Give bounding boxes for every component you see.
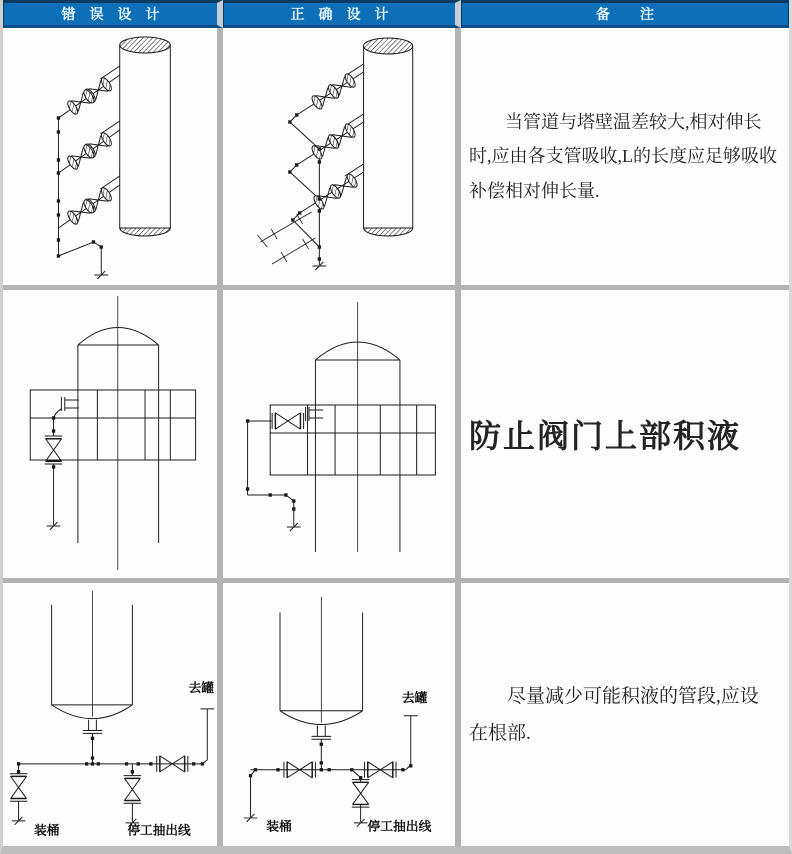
label-to-tank: 去罐 (188, 680, 215, 696)
label-drum-filling: 装桶 (266, 818, 292, 834)
note-row3-text: 尽量减少可能积液的管段,应设在根部. (469, 685, 759, 744)
diagram-row2-wrong (3, 285, 223, 578)
header-notes (461, 0, 789, 28)
tower-branches-rigid-diagram (3, 28, 217, 285)
diagram-row1-correct (223, 28, 461, 285)
note-row1 (461, 28, 789, 285)
header-correct-design-label: 正确设计 (290, 6, 403, 22)
note-row1-text: 当管道与塔壁温差较大,相对伸长时,应由各支管吸收,L的长度应足够吸收补偿相对伸长量. (469, 112, 777, 201)
tank-outlet-valves-at-root-diagram (223, 583, 455, 846)
note-row2-text: 防止阀门上部积液 (469, 418, 742, 454)
header-wrong-design (3, 0, 223, 28)
tank-outlet-long-header-diagram (3, 583, 217, 846)
label-shutdown-draw-line: 停工抽出线 (127, 822, 191, 838)
vessel-valve-below-nozzle-diagram (3, 290, 217, 578)
label-drum-filling: 装桶 (34, 822, 60, 838)
note-row2 (461, 285, 789, 578)
header-correct-design (223, 0, 461, 28)
vessel-valve-at-nozzle-diagram (223, 290, 455, 578)
diagram-row2-correct (223, 285, 461, 578)
header-notes-label: 备注 (596, 6, 684, 22)
note-row3 (461, 578, 789, 846)
diagram-row3-wrong (3, 578, 223, 846)
tower-branches-expansion-legs-diagram (223, 28, 455, 285)
diagram-row3-correct (223, 578, 461, 846)
header-wrong-design-label: 错误设计 (61, 6, 174, 22)
label-shutdown-draw-line: 停工抽出线 (367, 818, 432, 834)
diagram-row1-wrong (3, 28, 223, 285)
label-to-tank: 去罐 (401, 689, 428, 705)
